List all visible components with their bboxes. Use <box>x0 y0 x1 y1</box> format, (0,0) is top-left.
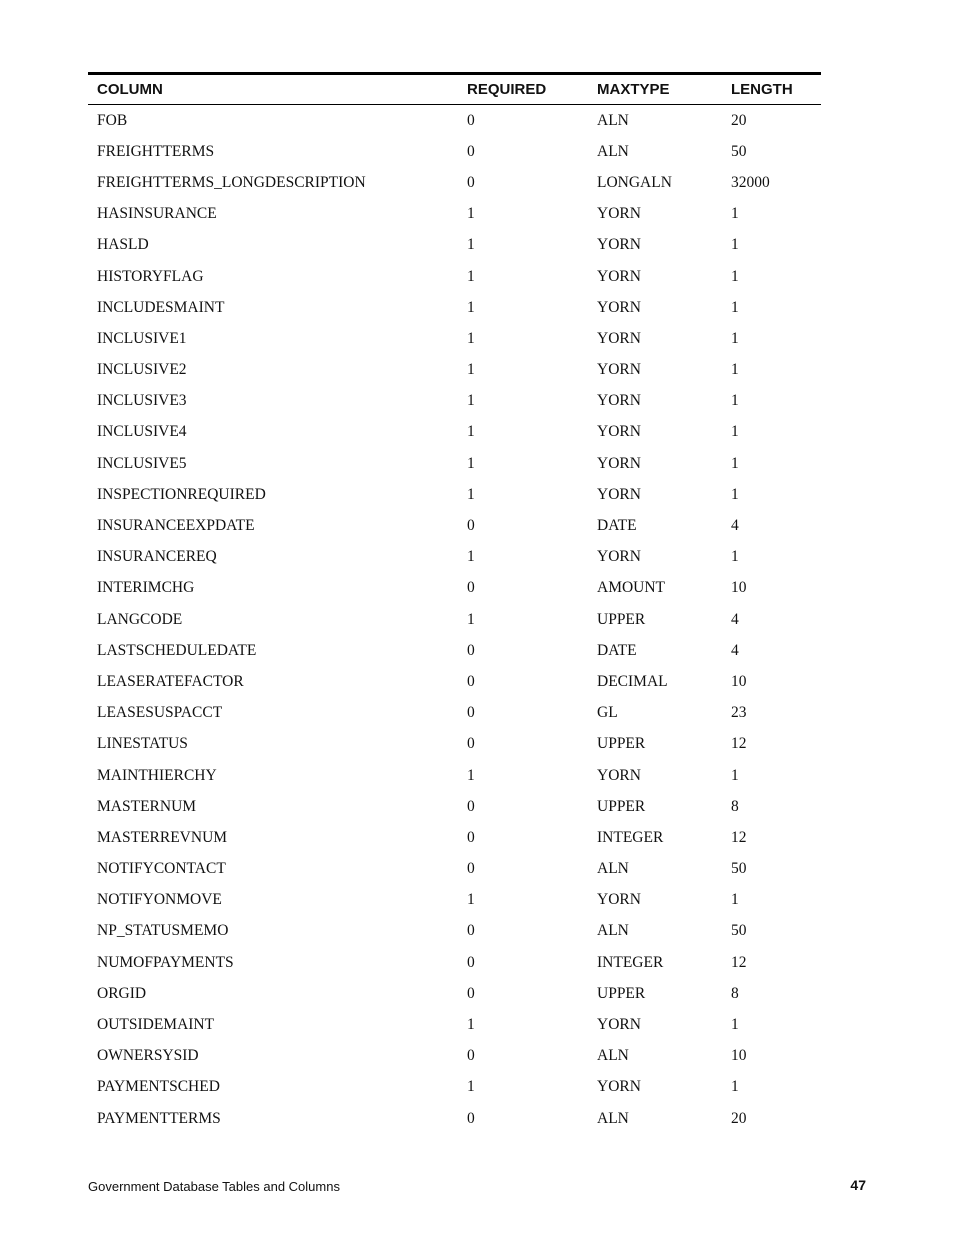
cell-maxtype: YORN <box>597 361 641 379</box>
cell-column: OUTSIDEMAINT <box>97 1016 215 1034</box>
cell-length: 10 <box>731 1047 747 1065</box>
table-row <box>88 604 821 635</box>
cell-required: 1 <box>467 454 475 472</box>
cell-maxtype: YORN <box>597 891 641 909</box>
cell-required: 1 <box>467 766 475 784</box>
cell-length: 1 <box>731 485 739 503</box>
cell-length: 12 <box>731 953 747 971</box>
cell-maxtype: YORN <box>597 205 641 223</box>
table-row <box>88 822 821 853</box>
cell-maxtype: YORN <box>597 485 641 503</box>
cell-required: 1 <box>467 1078 475 1096</box>
cell-required: 0 <box>467 579 475 597</box>
cell-column: LEASESUSPACCT <box>97 704 223 722</box>
cell-required: 0 <box>467 953 475 971</box>
cell-maxtype: YORN <box>597 298 641 316</box>
cell-maxtype: YORN <box>597 329 641 347</box>
cell-column: MASTERNUM <box>97 797 197 815</box>
cell-required: 0 <box>467 1109 475 1127</box>
cell-maxtype: YORN <box>597 1016 641 1034</box>
cell-column: INCLUSIVE4 <box>97 423 187 441</box>
page-number: 47 <box>850 1177 866 1193</box>
cell-maxtype: YORN <box>597 423 641 441</box>
cell-required: 0 <box>467 984 475 1002</box>
cell-maxtype: YORN <box>597 766 641 784</box>
cell-length: 1 <box>731 454 739 472</box>
table-row <box>88 666 821 697</box>
cell-column: HASLD <box>97 236 149 254</box>
header-required: REQUIRED <box>467 81 547 98</box>
cell-required: 0 <box>467 672 475 690</box>
cell-length: 50 <box>731 142 747 160</box>
cell-column: LEASERATEFACTOR <box>97 672 244 690</box>
cell-column: LASTSCHEDULEDATE <box>97 641 257 659</box>
cell-required: 1 <box>467 891 475 909</box>
cell-required: 1 <box>467 267 475 285</box>
table-row <box>88 947 821 978</box>
table-row <box>88 1103 821 1134</box>
header-length: LENGTH <box>731 81 793 98</box>
cell-required: 0 <box>467 735 475 753</box>
header-maxtype: MAXTYPE <box>597 81 670 98</box>
table-body <box>88 105 821 1135</box>
cell-length: 1 <box>731 423 739 441</box>
cell-required: 0 <box>467 797 475 815</box>
cell-required: 0 <box>467 111 475 129</box>
table-row <box>88 386 821 417</box>
cell-length: 1 <box>731 1016 739 1034</box>
cell-length: 1 <box>731 236 739 254</box>
cell-column: NOTIFYCONTACT <box>97 860 226 878</box>
cell-length: 8 <box>731 984 739 1002</box>
cell-maxtype: ALN <box>597 111 629 129</box>
table-row <box>88 542 821 573</box>
cell-maxtype: ALN <box>597 922 629 940</box>
cell-column: INCLUSIVE2 <box>97 361 187 379</box>
cell-column: LINESTATUS <box>97 735 188 753</box>
cell-length: 1 <box>731 267 739 285</box>
table-row <box>88 573 821 604</box>
footer-title: Government Database Tables and Columns <box>88 1179 340 1194</box>
table-row <box>88 916 821 947</box>
cell-column: FREIGHTTERMS <box>97 142 215 160</box>
column-table-container <box>88 72 821 1134</box>
cell-length: 32000 <box>731 173 770 191</box>
cell-required: 0 <box>467 922 475 940</box>
cell-required: 0 <box>467 142 475 160</box>
cell-length: 1 <box>731 298 739 316</box>
cell-maxtype: DECIMAL <box>597 672 668 690</box>
cell-column: LANGCODE <box>97 610 183 628</box>
cell-column: INSPECTIONREQUIRED <box>97 485 266 503</box>
cell-length: 8 <box>731 797 739 815</box>
cell-maxtype: ALN <box>597 1047 629 1065</box>
cell-length: 50 <box>731 922 747 940</box>
cell-length: 4 <box>731 517 739 535</box>
cell-maxtype: UPPER <box>597 610 646 628</box>
cell-length: 1 <box>731 392 739 410</box>
cell-column: INSURANCEREQ <box>97 548 217 566</box>
cell-length: 1 <box>731 548 739 566</box>
cell-required: 1 <box>467 423 475 441</box>
table-row <box>88 355 821 386</box>
table-row <box>88 635 821 666</box>
cell-maxtype: YORN <box>597 548 641 566</box>
table-row <box>88 448 821 479</box>
table-row <box>88 1072 821 1103</box>
cell-length: 1 <box>731 766 739 784</box>
cell-length: 1 <box>731 205 739 223</box>
cell-column: MASTERREVNUM <box>97 828 228 846</box>
cell-length: 1 <box>731 891 739 909</box>
cell-required: 1 <box>467 236 475 254</box>
cell-maxtype: YORN <box>597 236 641 254</box>
cell-maxtype: DATE <box>597 641 637 659</box>
cell-length: 20 <box>731 111 747 129</box>
table-row <box>88 479 821 510</box>
cell-maxtype: YORN <box>597 1078 641 1096</box>
cell-required: 0 <box>467 641 475 659</box>
cell-maxtype: UPPER <box>597 984 646 1002</box>
cell-length: 23 <box>731 704 747 722</box>
table-row <box>88 854 821 885</box>
cell-length: 50 <box>731 860 747 878</box>
cell-required: 1 <box>467 361 475 379</box>
table-row <box>88 136 821 167</box>
cell-column: INCLUDESMAINT <box>97 298 225 316</box>
cell-column: INCLUSIVE1 <box>97 329 187 347</box>
cell-required: 0 <box>467 860 475 878</box>
cell-column: NOTIFYONMOVE <box>97 891 222 909</box>
cell-column: PAYMENTTERMS <box>97 1109 221 1127</box>
cell-required: 1 <box>467 329 475 347</box>
cell-maxtype: ALN <box>597 142 629 160</box>
cell-column: INCLUSIVE5 <box>97 454 187 472</box>
cell-required: 0 <box>467 704 475 722</box>
cell-column: PAYMENTSCHED <box>97 1078 220 1096</box>
cell-column: NUMOFPAYMENTS <box>97 953 234 971</box>
cell-maxtype: UPPER <box>597 735 646 753</box>
cell-required: 1 <box>467 610 475 628</box>
table-row <box>88 1009 821 1040</box>
cell-length: 4 <box>731 641 739 659</box>
cell-length: 10 <box>731 672 747 690</box>
table-row <box>88 230 821 261</box>
table-row <box>88 791 821 822</box>
cell-required: 0 <box>467 828 475 846</box>
cell-column: INSURANCEEXPDATE <box>97 517 255 535</box>
cell-maxtype: YORN <box>597 392 641 410</box>
table-row <box>88 261 821 292</box>
cell-required: 0 <box>467 1047 475 1065</box>
cell-length: 10 <box>731 579 747 597</box>
cell-column: HASINSURANCE <box>97 205 217 223</box>
table-row <box>88 323 821 354</box>
table-row <box>88 729 821 760</box>
cell-maxtype: YORN <box>597 454 641 472</box>
cell-column: FREIGHTTERMS_LONGDESCRIPTION <box>97 173 366 191</box>
cell-column: FOB <box>97 111 128 129</box>
cell-maxtype: INTEGER <box>597 953 664 971</box>
cell-length: 4 <box>731 610 739 628</box>
table-row <box>88 978 821 1009</box>
table-row <box>88 510 821 541</box>
cell-maxtype: LONGALN <box>597 173 672 191</box>
cell-required: 1 <box>467 1016 475 1034</box>
cell-length: 20 <box>731 1109 747 1127</box>
cell-required: 0 <box>467 173 475 191</box>
cell-required: 1 <box>467 205 475 223</box>
cell-column: NP_STATUSMEMO <box>97 922 229 940</box>
table-row <box>88 292 821 323</box>
table-header-row <box>88 74 821 105</box>
cell-length: 1 <box>731 1078 739 1096</box>
cell-length: 1 <box>731 329 739 347</box>
cell-column: INTERIMCHG <box>97 579 195 597</box>
cell-maxtype: YORN <box>597 267 641 285</box>
cell-maxtype: DATE <box>597 517 637 535</box>
table-row <box>88 885 821 916</box>
cell-required: 1 <box>467 392 475 410</box>
cell-maxtype: UPPER <box>597 797 646 815</box>
cell-column: INCLUSIVE3 <box>97 392 187 410</box>
table-row <box>88 1041 821 1072</box>
cell-required: 1 <box>467 485 475 503</box>
table-row <box>88 417 821 448</box>
cell-column: ORGID <box>97 984 147 1002</box>
cell-maxtype: ALN <box>597 860 629 878</box>
table-row <box>88 105 821 137</box>
header-column: COLUMN <box>97 81 163 98</box>
cell-required: 0 <box>467 517 475 535</box>
cell-maxtype: AMOUNT <box>597 579 666 597</box>
cell-column: MAINTHIERCHY <box>97 766 217 784</box>
cell-length: 12 <box>731 735 747 753</box>
cell-maxtype: INTEGER <box>597 828 664 846</box>
table-row <box>88 199 821 230</box>
table-row <box>88 760 821 791</box>
cell-column: HISTORYFLAG <box>97 267 204 285</box>
table-row <box>88 698 821 729</box>
cell-length: 12 <box>731 828 747 846</box>
cell-required: 1 <box>467 298 475 316</box>
cell-maxtype: GL <box>597 704 618 722</box>
table-row <box>88 167 821 198</box>
cell-length: 1 <box>731 361 739 379</box>
column-table <box>88 72 821 1134</box>
cell-column: OWNERSYSID <box>97 1047 199 1065</box>
cell-maxtype: ALN <box>597 1109 629 1127</box>
cell-required: 1 <box>467 548 475 566</box>
